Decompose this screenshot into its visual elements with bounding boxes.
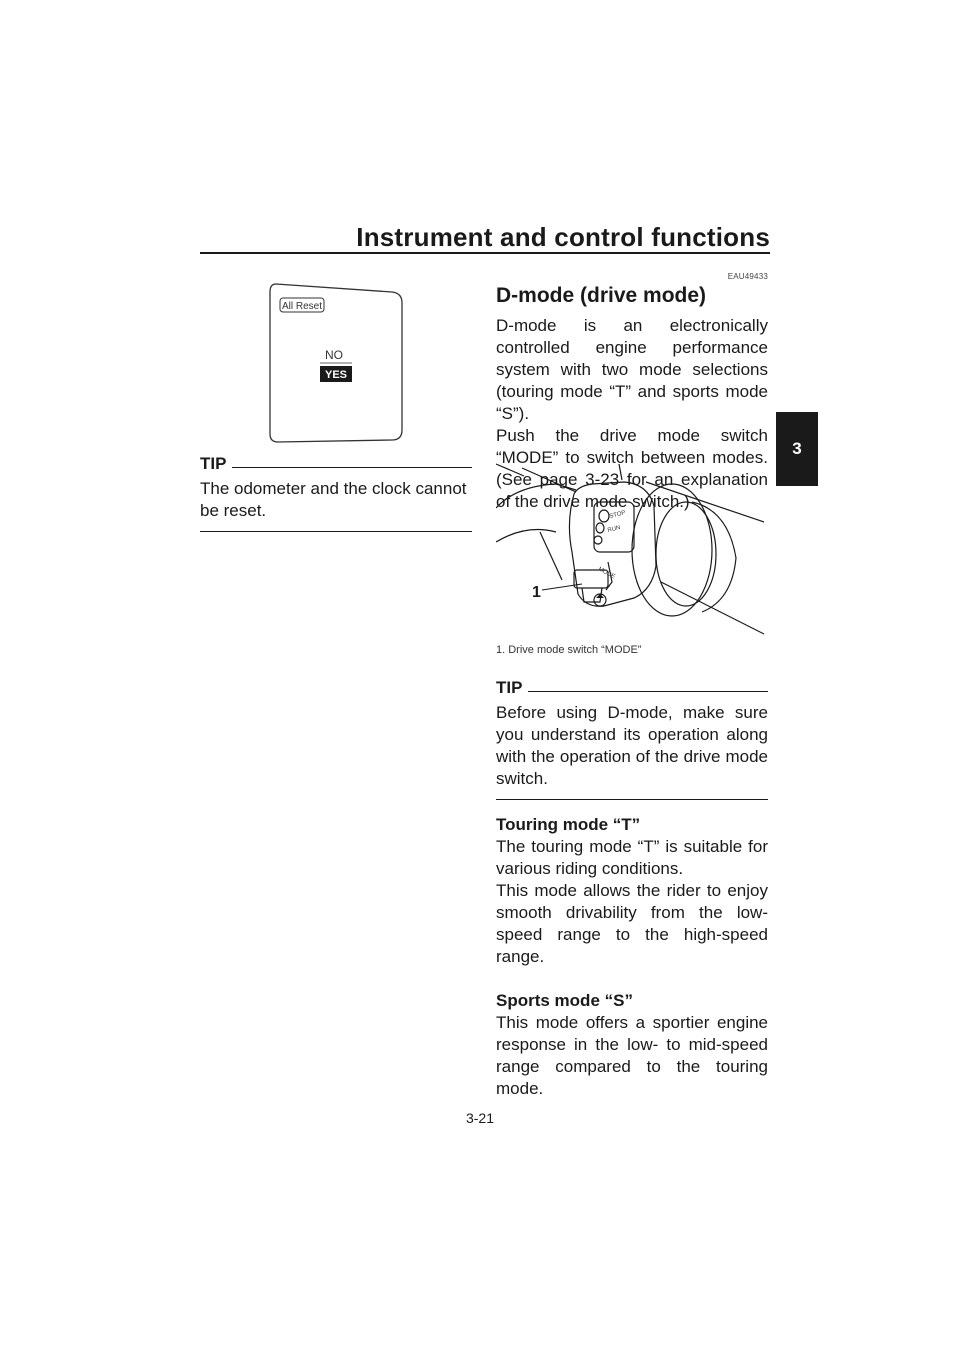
display-illustration [268, 282, 408, 446]
page-number: 3-21 [465, 1110, 495, 1126]
left-tip [200, 453, 472, 532]
right-tip-heading [496, 677, 768, 699]
chapter-tab: 3 [776, 412, 818, 486]
touring-mode-heading: Touring mode “T” [496, 815, 641, 834]
touring-mode-text-2: This mode allows the rider to enjoy smooth drivability from the low-speed range to the high-speed range. [496, 881, 768, 966]
left-tip-label: TIP [200, 454, 227, 473]
display-option-no: NO [325, 348, 343, 362]
touring-mode-text-1: The touring mode “T” is suitable for various riding conditions. [496, 837, 768, 878]
switch-label-stop: STOP [609, 510, 627, 520]
right-tip-text: Before using D-mode, make sure you understand its operation along with the operation of the drive mode switch. [496, 703, 768, 788]
header-rule [200, 252, 770, 254]
drive-mode-switch-figure [496, 462, 768, 638]
reference-code: EAU49433 [727, 272, 768, 281]
figure-caption: 1. Drive mode switch “MODE” [496, 644, 642, 656]
left-tip-rule [232, 467, 472, 468]
d-mode-intro: D-mode is an electronically controlled engine performance system with two mode selections (touring mode “T” and sports mode “S”). [496, 316, 768, 423]
switch-label-run: RUN [607, 524, 622, 534]
right-tip-end-rule [496, 799, 768, 800]
right-tip-rule [528, 691, 768, 692]
sports-mode-text: This mode offers a sportier engine response in the low- to mid-speed range compared to the touring mode. [496, 1013, 768, 1098]
right-lower-column [496, 677, 768, 1100]
left-tip-end-rule [200, 531, 472, 532]
display-reset-label: All Reset [281, 301, 323, 312]
page-header-title: Instrument and control functions [356, 222, 770, 252]
switch-label-mode: MODE [597, 566, 616, 581]
section-heading: D-mode (drive mode) [496, 284, 707, 307]
sports-mode-heading: Sports mode “S” [496, 991, 633, 1010]
left-tip-text: The odometer and the clock cannot be reset. [200, 479, 467, 520]
d-mode-instructions: Push the drive mode switch “MODE” to switch between modes. (See page 3-23 for an explanation of the drive mode switch.) [496, 426, 768, 511]
right-tip-label: TIP [496, 678, 523, 697]
display-option-yes: YES [324, 369, 348, 381]
figure-callout-1: 1 [532, 584, 541, 601]
left-tip-heading [200, 453, 472, 475]
